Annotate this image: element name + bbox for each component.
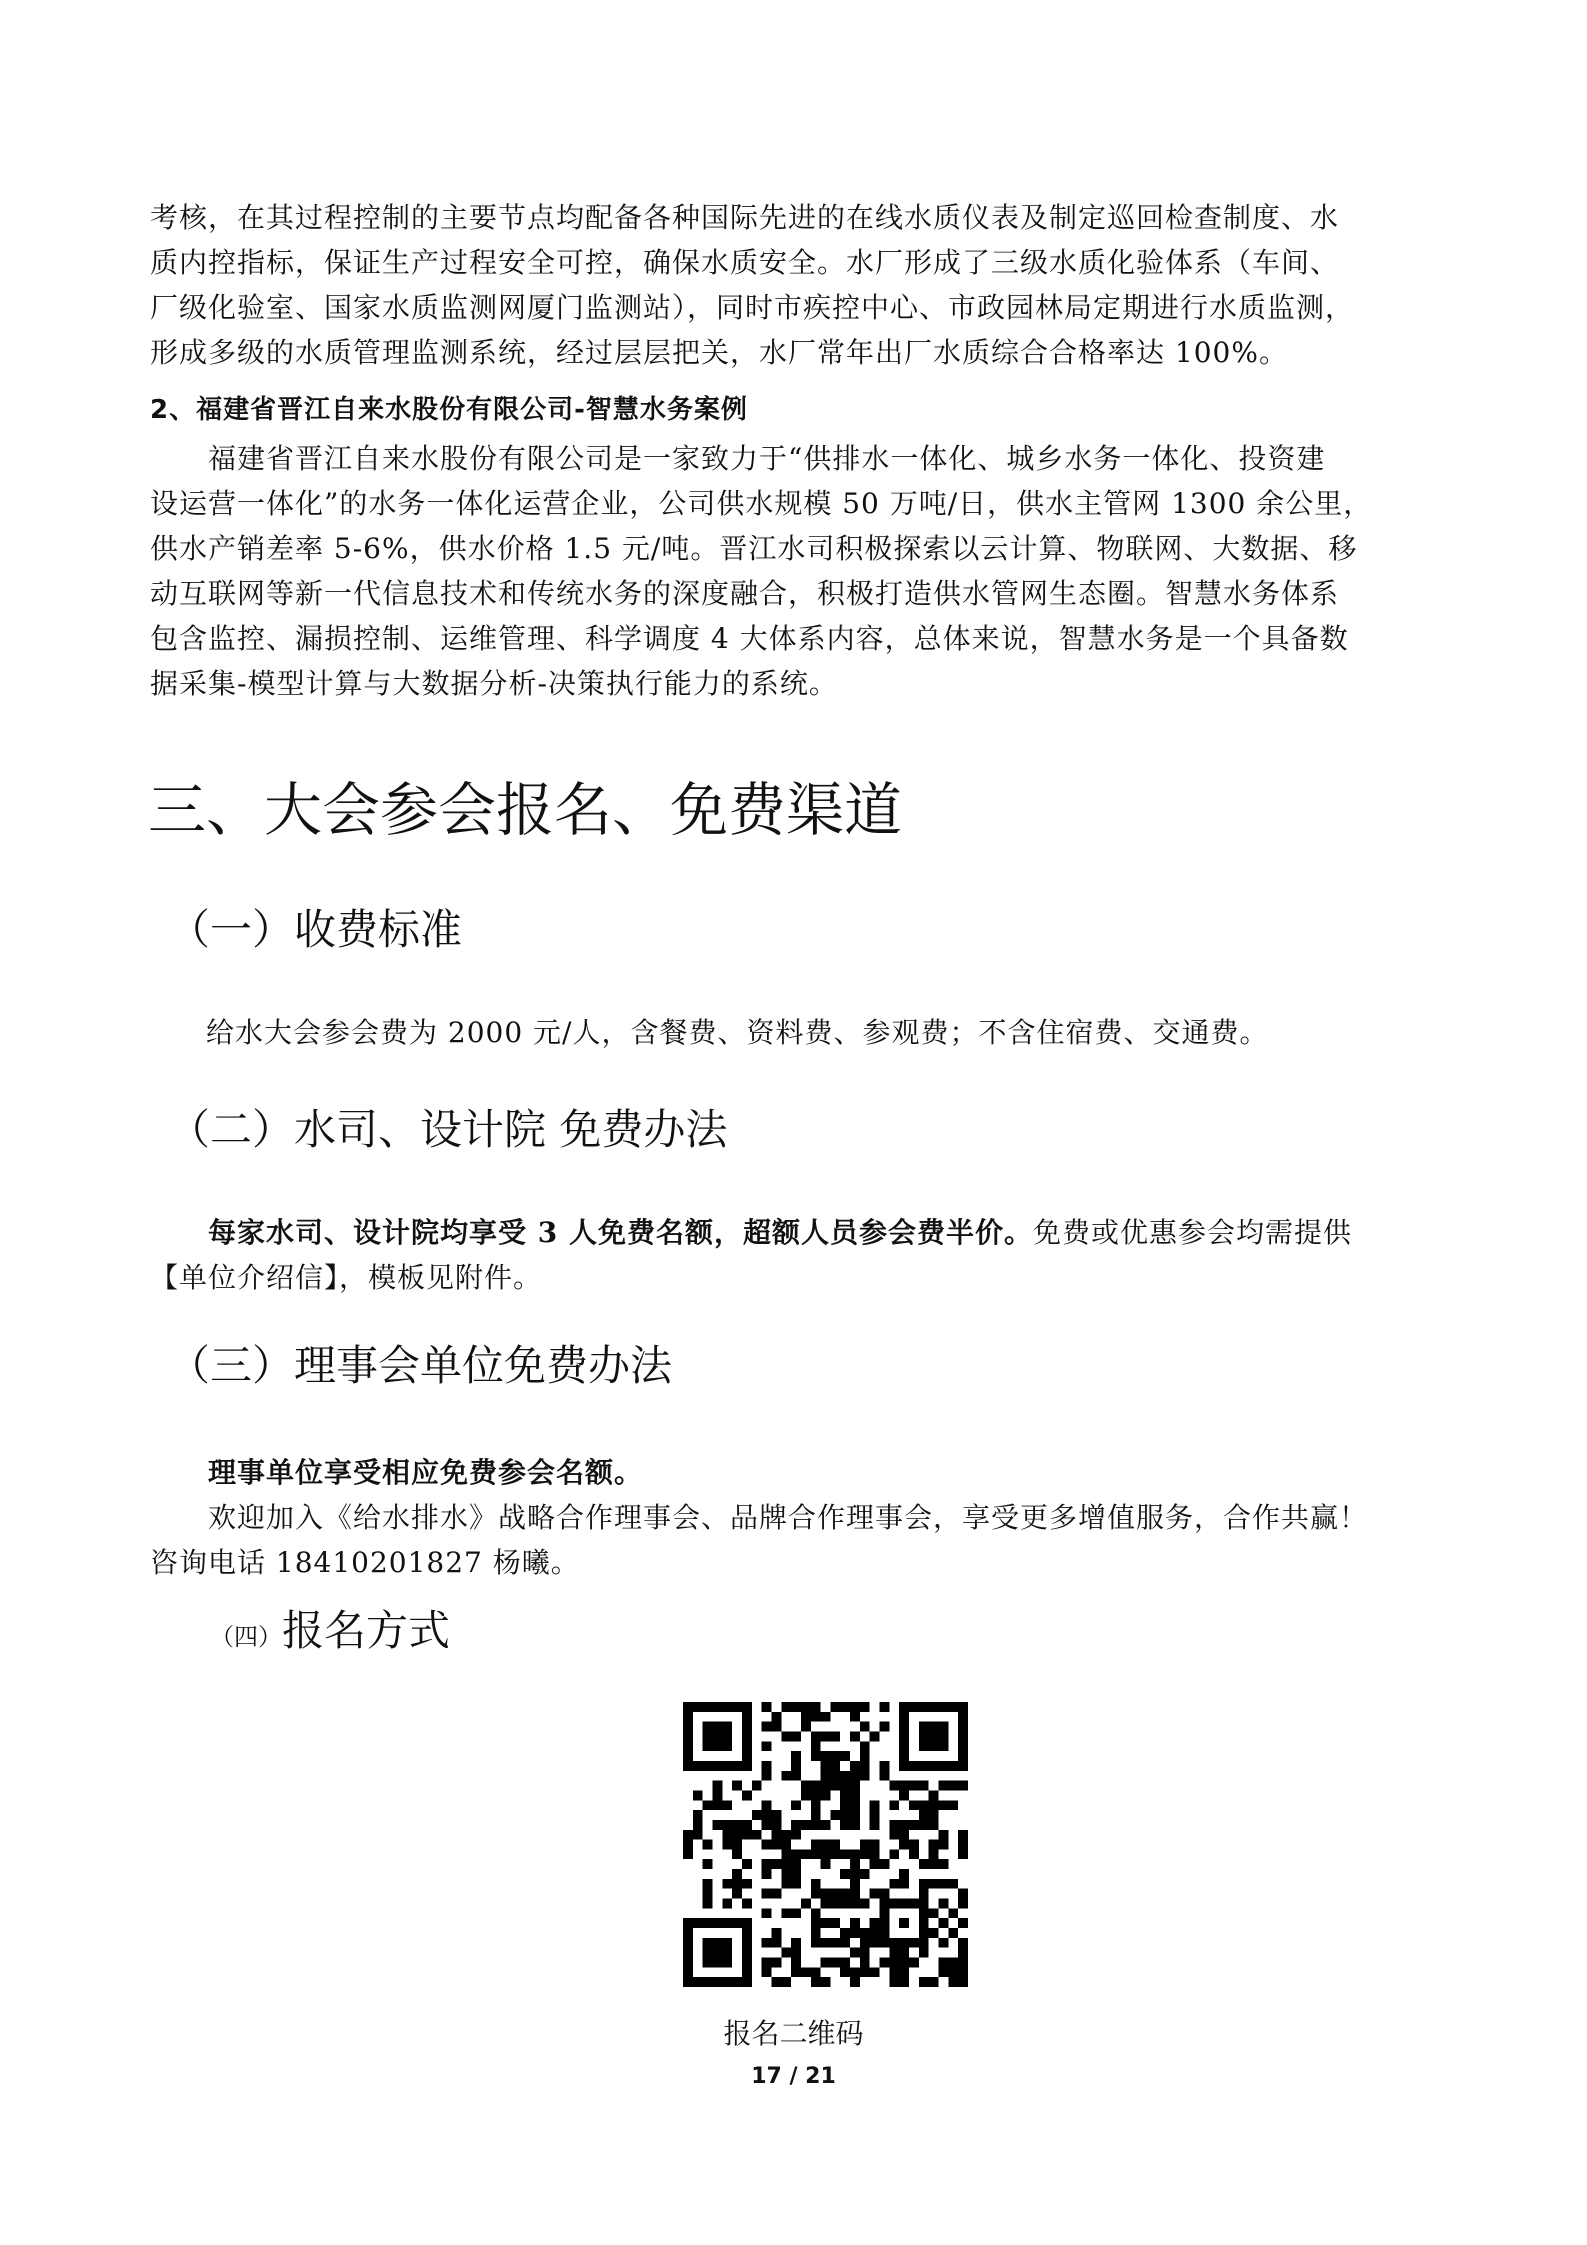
free-policy-bold: 每家水司、设计院均享受 3 人免费名额，超额人员参会费半价。 — [208, 1216, 1033, 1249]
council-paragraph — [150, 1450, 1450, 1585]
sub4-title: 报名方式 — [282, 1606, 451, 1655]
intro-paragraph — [150, 195, 1450, 375]
text-line: 据采集-模型计算与大数据分析-决策执行能力的系统。 — [150, 667, 838, 700]
case-paragraph — [150, 436, 1450, 706]
text-line: 供水产销差率 5-6%，供水价格 1.5 元/吨。晋江水司积极探索以云计算、物联网、大数据、移 — [150, 532, 1358, 565]
text-line: 质内控指标，保证生产过程安全可控，确保水质安全。水厂形成了三级水质化验体系（车间、 — [150, 246, 1340, 279]
text-line: 形成多级的水质管理监测系统，经过层层把关，水厂常年出厂水质综合合格率达 100%。 — [150, 336, 1288, 369]
qr-caption: 报名二维码 — [723, 2017, 864, 2050]
text-line: 动互联网等新一代信息技术和传统水务的深度融合，积极打造供水管网生态圈。智慧水务体系 — [150, 577, 1340, 610]
text-line: 考核，在其过程控制的主要节点均配备各种国际先进的在线水质仪表及制定巡回检查制度、水 — [150, 201, 1340, 234]
sub3-title: （三）理事会单位免费办法 — [168, 1341, 673, 1390]
section3-title: 三、大会参会报名、免费渠道 — [148, 776, 903, 844]
page-number: 17 / 21 — [751, 2064, 836, 2089]
sub4-heading — [210, 1603, 450, 1665]
text-line: 欢迎加入《给水排水》战略合作理事会、品牌合作理事会，享受更多增值服务，合作共赢！ — [208, 1501, 1369, 1534]
fee-standard-text: 给水大会参会费为 2000 元/人，含餐费、资料费、参观费；不含住宿费、交通费。 — [206, 1016, 1269, 1049]
council-bold-line: 理事单位享受相应免费参会名额。 — [208, 1456, 644, 1489]
text-line: 设运营一体化”的水务一体化运营企业，公司供水规模 50 万吨/日，供水主管网 1300 余公里， — [150, 487, 1373, 520]
free-policy-text: 免费或优惠参会均需提供 — [1032, 1216, 1352, 1249]
qr-code-icon — [683, 1702, 968, 1987]
sub4-prefix: （四） — [210, 1623, 282, 1651]
text-line: 【单位介绍信】，模板见附件。 — [150, 1261, 543, 1294]
case-heading: 2、福建省晋江自来水股份有限公司-智慧水务案例 — [150, 395, 748, 425]
text-line: 厂级化验室、国家水质监测网厦门监测站），同时市疾控中心、市政园林局定期进行水质监测， — [150, 291, 1355, 324]
sub1-title: （一）收费标准 — [168, 905, 463, 954]
free-policy-paragraph — [150, 1210, 1450, 1300]
registration-qr-code[interactable] — [683, 1702, 968, 1987]
text-line: 福建省晋江自来水股份有限公司是一家致力于“供排水一体化、城乡水务一体化、投资建 — [208, 442, 1326, 475]
sub2-title: （二）水司、设计院 免费办法 — [168, 1105, 728, 1154]
text-line: 包含监控、漏损控制、运维管理、科学调度 4 大体系内容，总体来说，智慧水务是一个具备数 — [150, 622, 1349, 655]
contact-line: 咨询电话 18410201827 杨曦。 — [150, 1546, 580, 1579]
